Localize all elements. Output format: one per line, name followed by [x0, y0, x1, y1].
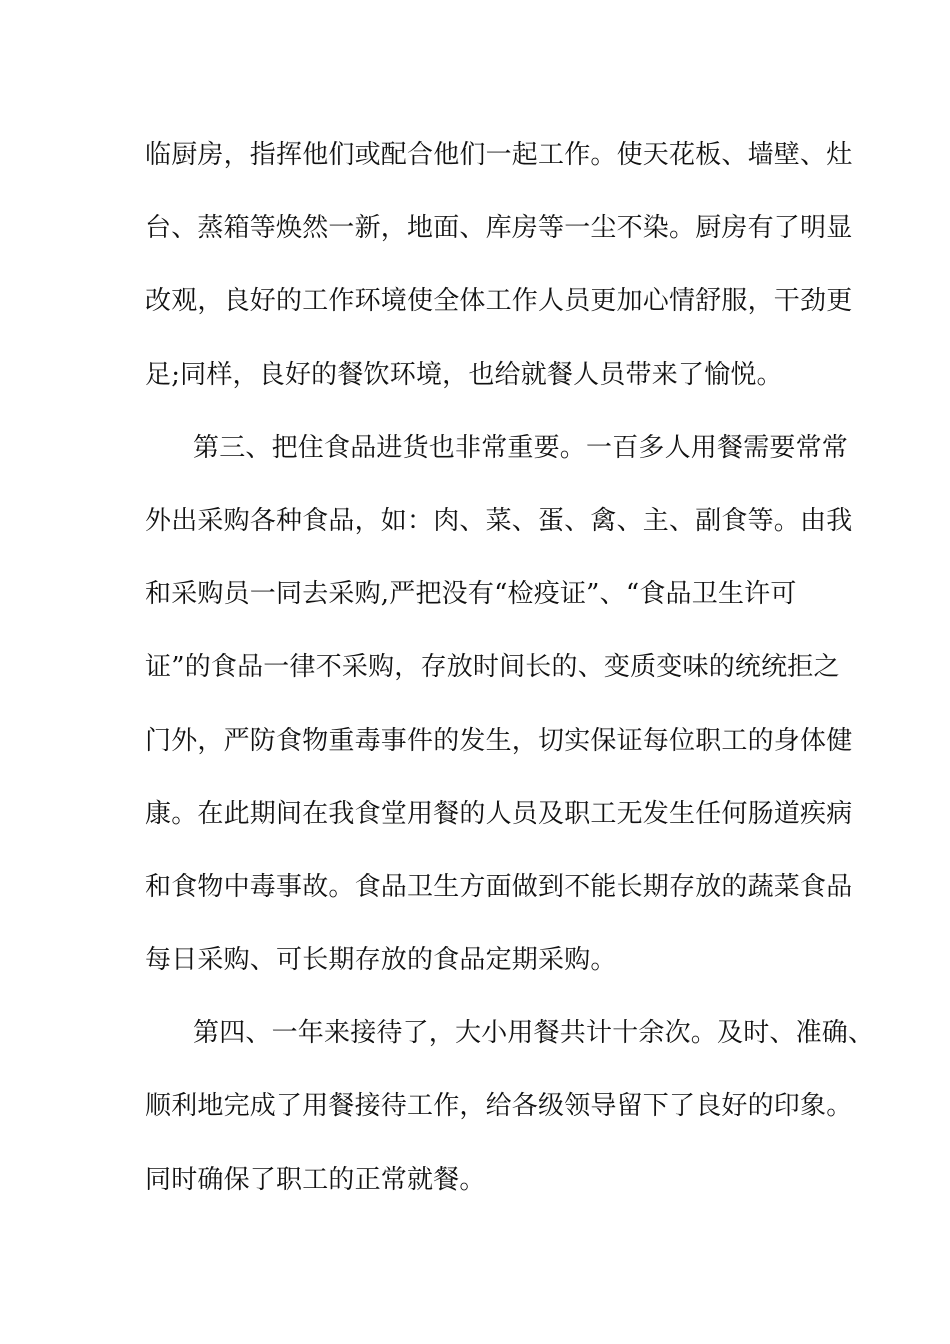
paragraph-start-line: 第三、把住食品进货也非常重要。一百多人用餐需要常常 — [193, 432, 849, 463]
text-line: 和采购员一同去采购,严把没有“检疫证”、“食品卫生许可 — [145, 579, 797, 610]
paragraph-start-line: 第四、一年来接待了，大小用餐共计十余次。及时、准确、 — [193, 1018, 875, 1049]
text-line: 证”的食品一律不采购，存放时间长的、变质变味的统统拒之 — [145, 652, 840, 683]
text-line: 每日采购、可长期存放的食品定期采购。 — [145, 945, 617, 976]
text-line: 足;同样，良好的餐饮环境，也给就餐人员带来了愉悦。 — [145, 359, 783, 390]
text-line: 同时确保了职工的正常就餐。 — [145, 1164, 486, 1195]
text-line: 和食物中毒事故。食品卫生方面做到不能长期存放的蔬菜食品 — [145, 871, 853, 902]
text-line: 康。在此期间在我食堂用餐的人员及职工无发生任何肠道疾病 — [145, 798, 853, 829]
body-text — [145, 128, 875, 1226]
text-line: 台、蒸箱等焕然一新，地面、库房等一尘不染。厨房有了明显 — [145, 213, 853, 244]
text-line: 顺利地完成了用餐接待工作，给各级领导留下了良好的印象。 — [145, 1091, 853, 1122]
text-line: 门外，严防食物重毒事件的发生，切实保证每位职工的身体健 — [145, 725, 853, 756]
text-line: 改观，良好的工作环境使全体工作人员更加心情舒服，干劲更 — [145, 286, 853, 317]
text-line: 外出采购各种食品，如：肉、菜、蛋、禽、主、副食等。由我 — [145, 505, 853, 536]
text-line: 临厨房，指挥他们或配合他们一起工作。使天花板、墙壁、灶 — [145, 140, 853, 170]
